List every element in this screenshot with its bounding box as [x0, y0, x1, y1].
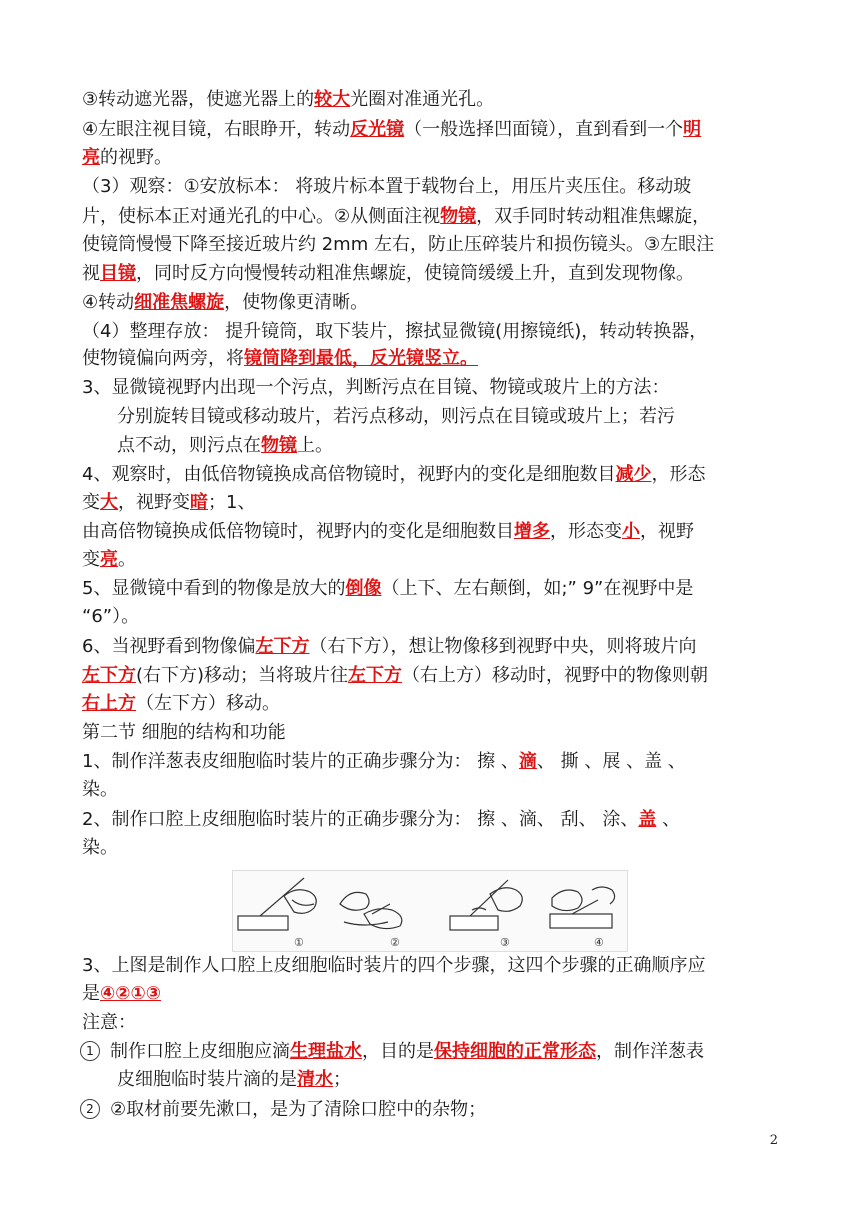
text-segment: 3、上图是制作人口腔上皮细胞临时装片的四个步骤，这四个步骤的正确顺序应 [82, 955, 706, 976]
text-segment: 分别旋转目镜或移动玻片，若污点移动，则污点在目镜或玻片上；若污 [117, 406, 675, 427]
text-line [117, 1066, 817, 1094]
text-line [82, 86, 782, 114]
text-segment: ，制作洋葱表 [596, 1041, 704, 1062]
text-segment: 第二节 细胞的结构和功能 [82, 722, 286, 743]
highlighted-answer: 镜筒降到最低，反光镜竖立。 [244, 348, 478, 369]
highlighted-answer: 清水 [297, 1069, 333, 1090]
text-segment: 由高倍物镜换成低倍物镜时，视野内的变化是细胞数目 [82, 521, 514, 542]
text-line [82, 260, 782, 288]
highlighted-answer: 右上方 [82, 693, 136, 714]
text-line [82, 345, 782, 373]
text-line [82, 806, 782, 834]
step-label-4: ④ [594, 936, 604, 949]
text-line [117, 432, 817, 460]
text-segment: 片，使标本正对通光孔的中心。②从侧面注视 [82, 206, 441, 227]
text-segment: 的视野。 [100, 147, 172, 168]
highlighted-answer: 较大 [314, 89, 351, 110]
text-segment: （3）观察：①安放标本： 将玻片标本置于载物台上，用压片夹压住。移动玻 [82, 176, 692, 197]
text-segment: （上下、左右颠倒，如;” 9”在视野中是 [381, 578, 694, 599]
text-segment: 制作口腔上皮细胞应滴 [110, 1041, 290, 1062]
text-line [82, 834, 782, 862]
text-line [82, 374, 782, 402]
highlighted-answer: 减少 [615, 464, 652, 485]
text-line [82, 289, 782, 317]
text-line [82, 546, 782, 574]
text-segment: ；1、 [208, 492, 256, 513]
text-segment: 5、显微镜中看到的物像是放大的 [82, 578, 346, 599]
page-number: 2 [769, 1133, 778, 1148]
text-line [82, 748, 782, 776]
highlighted-answer: 左下方 [82, 665, 136, 686]
text-line [82, 719, 782, 747]
text-segment: 染。 [82, 779, 118, 800]
text-line [82, 662, 782, 690]
text-line [82, 1009, 782, 1037]
text-line [80, 1038, 780, 1066]
text-line [82, 231, 782, 259]
list-number-circle: 1 [80, 1041, 100, 1061]
hands-illustration [232, 870, 628, 952]
text-segment: 注意： [82, 1012, 136, 1033]
highlighted-answer: 盖 [638, 809, 657, 830]
text-segment: 6、当视野看到物像偏 [82, 636, 256, 657]
step-label-1: ① [294, 936, 304, 949]
list-number-circle: 2 [80, 1099, 100, 1119]
text-line [82, 518, 782, 546]
highlighted-answer: 增多 [514, 521, 550, 542]
highlighted-answer: 物镜 [261, 435, 297, 456]
highlighted-answer: 物镜 [440, 206, 477, 227]
text-segment: ，同时反方向慢慢转动粗准焦螺旋，使镜筒缓缓上升，直到发现物像。 [136, 263, 694, 284]
highlighted-answer: 保持细胞的正常形态 [434, 1041, 596, 1062]
text-segment: 变 [82, 549, 100, 570]
text-segment: 视 [82, 263, 100, 284]
text-segment: （左下方）移动。 [136, 693, 280, 714]
highlighted-answer: 左下方 [348, 665, 403, 686]
step-label-2: ② [390, 936, 400, 949]
text-segment: ，形态 [651, 464, 706, 485]
text-line [82, 461, 782, 489]
text-segment: ④转动 [82, 292, 135, 313]
specimen-steps-figure [232, 870, 628, 952]
text-segment: 变 [82, 492, 100, 513]
text-segment: 、 撕 、展 、盖 、 [536, 751, 686, 772]
text-line [82, 952, 782, 980]
highlighted-answer: 生理盐水 [290, 1041, 362, 1062]
text-segment: ，双手同时转动粗准焦螺旋， [476, 206, 711, 227]
text-line [82, 603, 782, 631]
text-segment: ，视野变 [118, 492, 190, 513]
text-segment: ，使物像更清晰。 [224, 292, 369, 313]
highlighted-answer: 细准焦螺旋 [134, 292, 225, 313]
text-segment: 是 [82, 983, 100, 1004]
highlighted-answer: 明 [683, 119, 702, 140]
highlighted-answer: ④②①③ [100, 983, 161, 1004]
text-line [82, 173, 782, 201]
text-line [82, 575, 782, 603]
text-line [117, 403, 817, 431]
text-segment: 使镜筒慢慢下降至接近玻片约 2mm 左右，防止压碎装片和损伤镜头。③左眼注 [82, 234, 715, 255]
text-segment: 染。 [82, 837, 118, 858]
text-segment: （右上方）移动时，视野中的物像则朝 [402, 665, 709, 686]
text-segment: ④左眼注视目镜，右眼睁开，转动 [82, 119, 351, 140]
text-segment: 4、观察时，由低倍物镜换成高倍物镜时，视野内的变化是细胞数目 [82, 464, 616, 485]
text-segment: ，目的是 [362, 1041, 434, 1062]
text-line [82, 690, 782, 718]
text-segment: 2、制作口腔上皮细胞临时装片的正确步骤分为： 擦 、滴、 刮、 涂、 [82, 809, 639, 830]
highlighted-answer: 亮 [100, 549, 118, 570]
text-line [82, 318, 782, 346]
text-line [82, 776, 782, 804]
text-segment: （一般选择凹面镜），直到看到一个 [404, 119, 684, 140]
text-segment: 1、制作洋葱表皮细胞临时装片的正确步骤分为： 擦 、 [82, 751, 519, 772]
highlighted-answer: 左下方 [255, 636, 310, 657]
text-segment: （4）整理存放： 提升镜筒，取下装片，擦拭显微镜(用擦镜纸)，转动转换器， [82, 321, 708, 342]
highlighted-answer: 倒像 [345, 578, 382, 599]
text-segment: 3、显微镜视野内出现一个污点，判断污点在目镜、物镜或玻片上的方法： [82, 377, 670, 398]
highlighted-answer: 亮 [82, 147, 100, 168]
highlighted-answer: 滴 [518, 751, 537, 772]
text-line [80, 1096, 780, 1124]
text-segment: ②取材前要先漱口，是为了清除口腔中的杂物； [110, 1099, 487, 1120]
text-line [82, 116, 782, 144]
text-segment: 、 [656, 809, 681, 830]
text-line [82, 633, 782, 661]
text-segment: ，形态变 [550, 521, 622, 542]
text-segment: ，视野 [640, 521, 694, 542]
text-segment: 。 [118, 549, 136, 570]
text-segment: “6”）。 [82, 606, 140, 627]
highlighted-answer: 反光镜 [350, 119, 405, 140]
highlighted-answer: 暗 [190, 492, 208, 513]
highlighted-answer: 小 [622, 521, 640, 542]
text-segment: ③转动遮光器，使遮光器上的 [82, 89, 315, 110]
highlighted-answer: 大 [100, 492, 118, 513]
text-segment: (右下方)移动；当将玻片往 [136, 665, 349, 686]
text-segment: （右下方），想让物像移到视野中央，则将玻片向 [309, 636, 697, 657]
step-label-3: ③ [500, 936, 510, 949]
text-line [82, 203, 782, 231]
text-segment: 皮细胞临时装片滴的是 [117, 1069, 297, 1090]
text-segment: 上。 [297, 435, 333, 456]
text-segment: 使物镜偏向两旁，将 [82, 348, 244, 369]
highlighted-answer: 目镜 [100, 263, 136, 284]
text-segment: 点不动，则污点在 [117, 435, 261, 456]
text-line [82, 980, 782, 1008]
text-line [82, 144, 782, 172]
text-segment: ； [333, 1069, 351, 1090]
text-line [82, 489, 782, 517]
text-segment: 光圈对准通光孔。 [350, 89, 495, 110]
